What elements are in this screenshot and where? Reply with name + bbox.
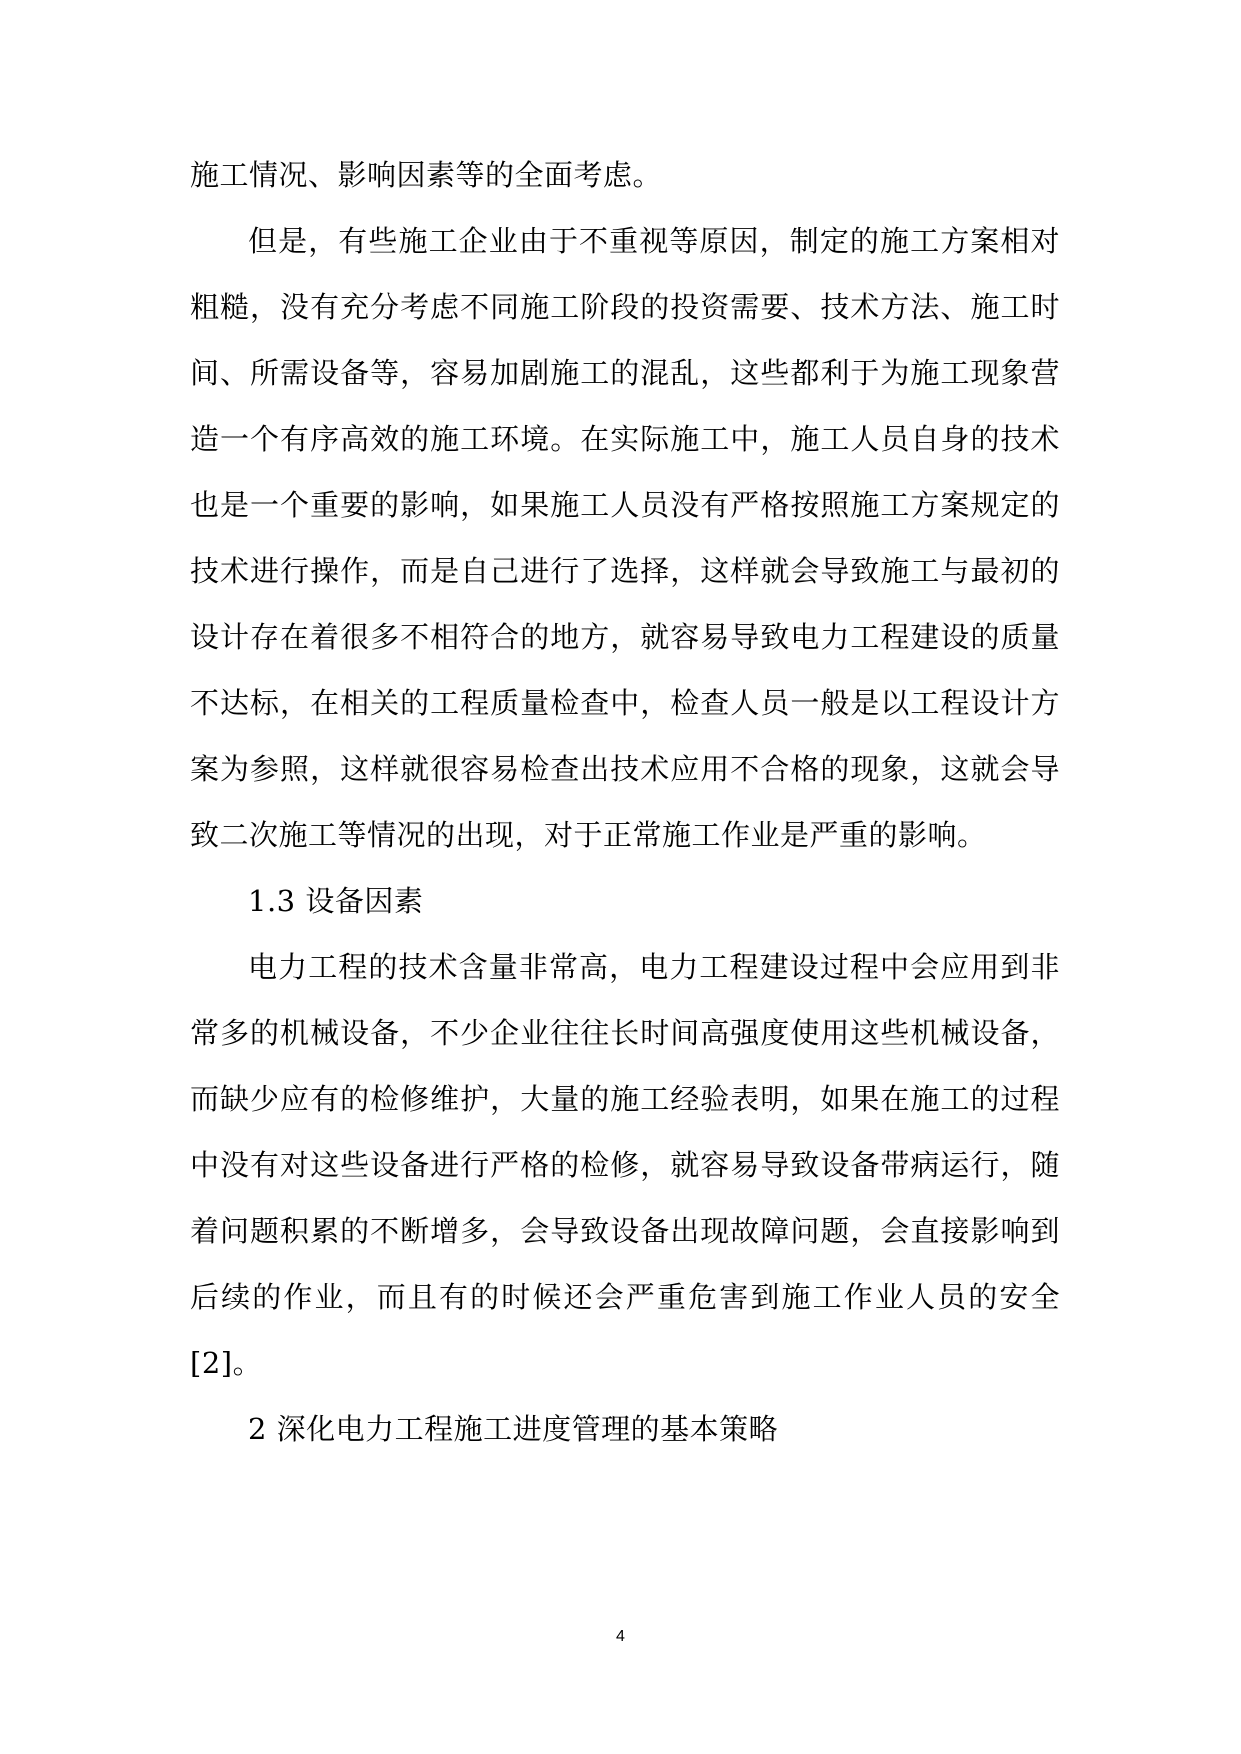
section-heading-strategies: 2 深化电力工程施工进度管理的基本策略 (248, 1412, 779, 1446)
paragraph-construction-plan: 但是，有些施工企业由于不重视等原因，制定的施工方案相对粗糙，没有充分考虑不同施工阶段的投资需要、技术方法、施工时间、所需设备等，容易加剧施工的混乱，这些都利于为施工现象营造一个有序高效的施工环境。在实际施工中，施工人员自身的技术也是一个重要的影响，如果施工人员没有严格按照施工方案规定的技术进行操作，而是自己进行了选择，这样就会导致施工与最初的设计存在着很多不相符合的地方，就容易导致电力工程建设的质量不达标，在相关的工程质量检查中，检查人员一般是以工程设计方案为参照，这样就很容易检查出技术应用不合格的现象，这就会导致二次施工等情况的出现，对于正常施工作业是严重的影响。 (190, 224, 1060, 852)
body-text (190, 142, 1060, 1462)
page-number: 4 (616, 1628, 625, 1645)
section-heading-equipment-factors: 1.3 设备因素 (248, 884, 424, 918)
paragraph-continuation: 施工情况、影响因素等的全面考虑。 (190, 158, 663, 192)
paragraph-equipment: 电力工程的技术含量非常高，电力工程建设过程中会应用到非常多的机械设备，不少企业往往长时间高强度使用这些机械设备，而缺少应有的检修维护，大量的施工经验表明，如果在施工的过程中没有对这些设备进行严格的检修，就容易导致设备带病运行，随着问题积累的不断增多，会导致设备出现故障问题，会直接影响到后续的作业，而且有的时候还会严重危害到施工作业人员的安全[2]。 (190, 950, 1060, 1380)
